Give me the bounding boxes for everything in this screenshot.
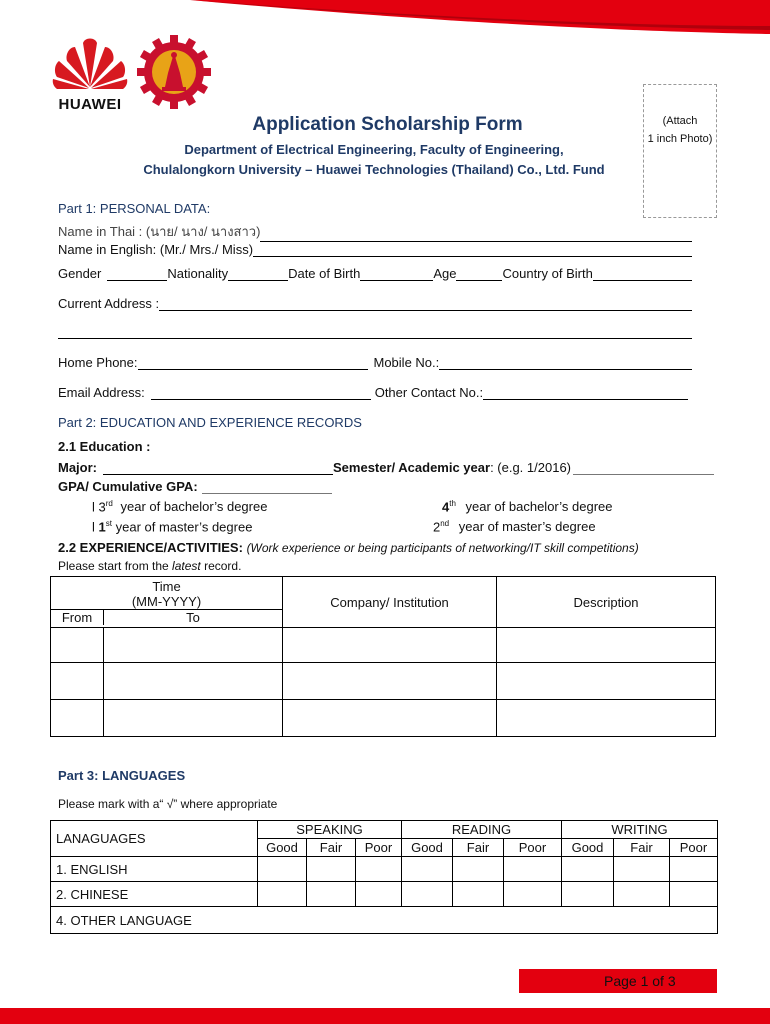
age-label: Age [433,266,457,281]
mobile-field[interactable] [439,357,692,370]
speaking-fair: Fair [307,839,356,857]
option-suffix: st [105,519,112,528]
to-label: To [186,610,200,625]
name-thai-row [58,221,692,242]
form-title: Application Scholarship Form [252,114,523,135]
languages-table [50,820,718,934]
major-row [58,460,714,475]
option-text: year of master’s degree [115,519,253,535]
mark-cell[interactable] [307,857,356,882]
name-english-row [58,242,692,257]
home-phone-label: Home Phone: [58,355,138,370]
home-phone-field[interactable] [138,357,368,370]
mark-cell[interactable] [258,857,307,882]
experience-start-note [58,559,241,573]
country-field[interactable] [593,268,692,281]
mark-cell[interactable] [402,857,453,882]
mark-cell[interactable] [356,882,402,907]
page-number-box [519,969,717,993]
language-name: 2. CHINESE [51,882,258,907]
mark-cell[interactable] [670,857,718,882]
personal-info-row [58,266,692,281]
company-cell[interactable] [283,628,497,663]
description-cell[interactable] [497,663,716,700]
company-header: Company/ Institution [283,577,497,628]
gpa-field[interactable] [202,481,332,494]
option-text: year of bachelor’s degree [120,499,268,515]
mark-cell[interactable] [562,857,614,882]
semester-example: : (e.g. 1/2016) [490,460,572,475]
writing-fair: Fair [614,839,670,857]
mobile-label: Mobile No.: [373,355,440,370]
nationality-label: Nationality [167,266,229,281]
part1-heading: Part 1: PERSONAL DATA: [58,201,211,216]
language-name: 1. ENGLISH [51,857,258,882]
from-cell[interactable] [51,628,104,663]
option-number: 2 [433,519,441,535]
photo-box-line2: 1 inch Photo) [647,133,713,145]
time-header-cell [51,577,283,628]
name-thai-field[interactable] [260,229,692,242]
page-number: Page 1 of 3 [604,973,676,989]
language-name: 4. OTHER LANGUAGE [51,907,718,934]
huawei-logo [45,35,135,113]
writing-poor: Poor [670,839,718,857]
name-english-field[interactable] [253,244,692,257]
to-cell[interactable] [104,700,283,737]
mark-cell[interactable] [307,882,356,907]
part2-heading: Part 2: EDUCATION AND EXPERIENCE RECORDS [58,415,362,430]
email-field[interactable] [151,387,371,400]
gender-field[interactable] [107,268,167,281]
table-row [51,907,718,934]
part3-heading: Part 3: LANGUAGES [58,768,186,783]
reading-poor: Poor [504,839,562,857]
year-option-3rd-bachelor[interactable] [92,499,267,514]
mark-cell[interactable] [614,857,670,882]
major-label: Major: [58,460,97,475]
nationality-field[interactable] [228,268,288,281]
mmyyyy-label: (MM-YYYY) [51,594,282,610]
table-row [51,628,716,663]
mark-cell[interactable] [562,882,614,907]
semester-field[interactable] [573,462,714,475]
experience-heading-row [58,540,639,555]
option-text: year of master’s degree [458,519,596,535]
mark-cell[interactable] [504,882,562,907]
company-cell[interactable] [283,700,497,737]
experience-heading: 2.2 EXPERIENCE/ACTIVITIES: [58,540,243,555]
table-row [51,700,716,737]
option-number: 4 [442,499,450,515]
reading-header: READING [402,821,562,839]
huawei-wordmark: HUAWEI [58,96,122,113]
address-field-1[interactable] [159,298,692,311]
country-label: Country of Birth [502,266,593,281]
start-note-latest: latest [172,559,201,573]
mark-cell[interactable] [258,882,307,907]
option-text: year of bachelor’s degree [465,499,613,515]
writing-good: Good [562,839,614,857]
start-note-a: Please start from the [58,559,173,573]
name-thai-label: Name in Thai : (นาย/ นาง/ นางสาว) [58,224,261,239]
gpa-label: GPA/ Cumulative GPA: [58,479,198,494]
bottom-red-band [0,1008,770,1024]
dob-field[interactable] [360,268,433,281]
form-subtitle-1: Department of Electrical Engineering, Faculty of Engineering, [184,142,564,157]
option-suffix: nd [440,519,450,528]
mark-cell[interactable] [356,857,402,882]
to-cell[interactable] [104,663,283,700]
option-bullet: l [92,519,95,535]
table-row [51,663,716,700]
email-label: Email Address: [58,385,145,400]
reading-fair: Fair [453,839,504,857]
mark-cell[interactable] [504,857,562,882]
huawei-petals-icon [45,35,135,91]
dob-label: Date of Birth [288,266,361,281]
writing-header: WRITING [562,821,718,839]
mark-cell[interactable] [453,882,504,907]
gender-label: Gender [58,266,102,281]
option-suffix: th [449,499,456,508]
photo-box-line1: (Attach [662,115,698,127]
start-note-c: record. [200,559,242,573]
company-cell[interactable] [283,663,497,700]
year-option-1st-master[interactable] [92,519,252,534]
table-row [51,857,718,882]
experience-note: (Work experience or being participants of networking/IT skill competitions) [246,541,639,555]
option-bullet: l [92,499,95,515]
description-cell[interactable] [497,700,716,737]
mark-cell[interactable] [402,882,453,907]
mark-cell[interactable] [670,882,718,907]
other-contact-field[interactable] [483,387,688,400]
address-field-2[interactable] [58,326,692,339]
option-suffix: rd [105,499,113,508]
reading-good: Good [402,839,453,857]
languages-header: LANAGUAGES [51,821,258,857]
to-cell[interactable] [104,628,283,663]
from-cell[interactable] [51,663,104,700]
phone-row [58,355,692,370]
languages-instruction: Please mark with a“ √” where appropriate [58,797,278,811]
year-option-2nd-master[interactable] [433,519,596,534]
mark-cell[interactable] [614,882,670,907]
time-label: Time [152,579,181,594]
form-subtitle-2: Chulalongkorn University – Huawei Technologies (Thailand) Co., Ltd. Fund [143,162,605,177]
experience-table [50,576,716,737]
description-header: Description [497,577,716,628]
other-contact-label: Other Contact No.: [374,385,484,400]
description-cell[interactable] [497,628,716,663]
major-field[interactable] [103,462,333,475]
age-field[interactable] [456,268,502,281]
option-number: 3 [98,499,106,515]
address-label: Current Address : [58,296,160,311]
semester-label: Semester/ Academic year [333,460,491,475]
year-option-4th-bachelor[interactable] [442,499,612,514]
speaking-good: Good [258,839,307,857]
name-english-label: Name in English: (Mr./ Mrs./ Miss) [58,242,254,257]
from-cell[interactable] [51,700,104,737]
gpa-row [58,479,332,494]
mark-cell[interactable] [453,857,504,882]
email-row [58,385,688,400]
engineering-seal-logo [135,33,213,111]
education-heading: 2.1 Education : [58,439,151,454]
speaking-header: SPEAKING [258,821,402,839]
table-row [51,882,718,907]
address-row [58,296,692,311]
from-label: From [51,610,104,625]
speaking-poor: Poor [356,839,402,857]
option-number: 1 [98,519,106,535]
